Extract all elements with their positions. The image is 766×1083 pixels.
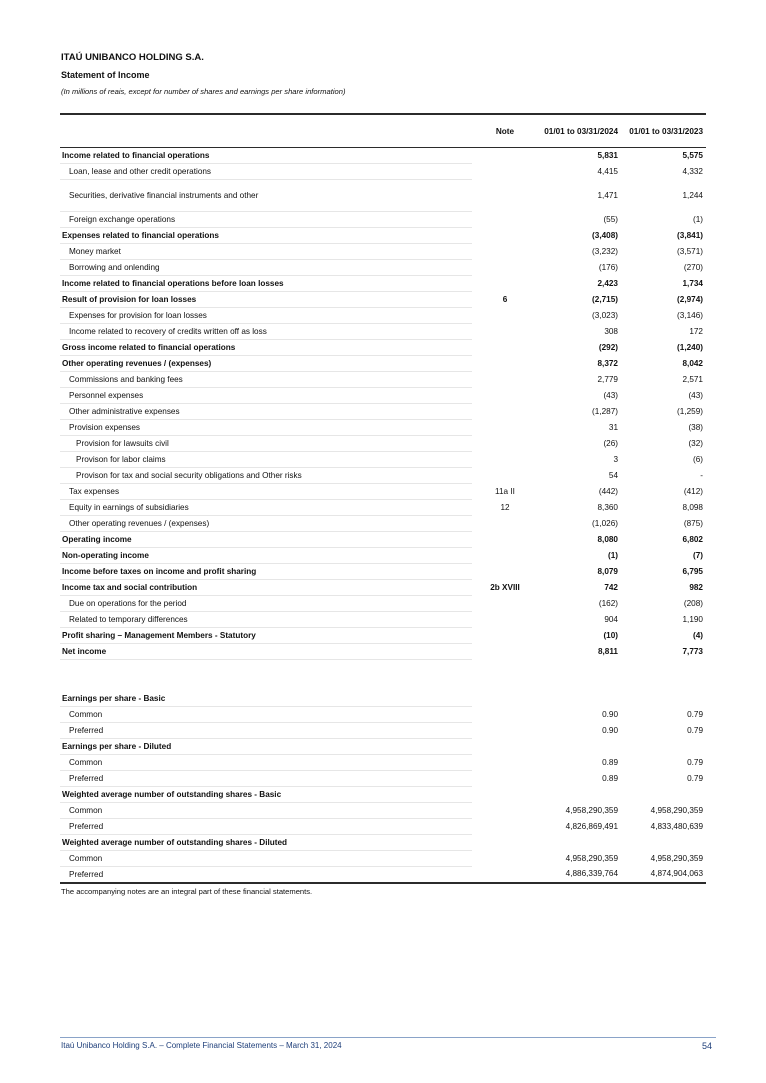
row-value-2024: [538, 835, 621, 851]
row-label: Related to temporary differences: [60, 612, 472, 628]
row-value-2024: 8,079: [597, 566, 618, 576]
row-value-2024: (2,715): [592, 294, 618, 304]
row-value-2023: 0.79: [687, 709, 703, 719]
row-label: Expenses related to financial operations: [60, 228, 472, 244]
table-body: [60, 148, 706, 884]
row-note: [472, 164, 538, 180]
row-value-2023: (2,974): [677, 294, 703, 304]
table-row: [60, 244, 706, 260]
row-value-2024: (3,408): [592, 230, 618, 240]
row-note: [472, 644, 538, 660]
row-label: Foreign exchange operations: [60, 212, 472, 228]
row-note: 2b XVIII: [490, 582, 520, 592]
row-value-2024: 4,415: [597, 166, 618, 176]
row-value-2024: 5,831: [597, 150, 618, 160]
table-row: [60, 532, 706, 548]
income-statement-table: [60, 113, 706, 884]
table-row: [60, 228, 706, 244]
row-note: 11a II: [495, 486, 515, 496]
row-note: [472, 404, 538, 420]
row-value-2023: 6,795: [682, 566, 703, 576]
row-value-2023: (1,259): [677, 406, 703, 416]
row-value-2024: 2,423: [597, 278, 618, 288]
row-note: [472, 436, 538, 452]
footer-document-title: Itaú Unibanco Holding S.A. – Complete Financial Statements – March 31, 2024: [61, 1041, 342, 1050]
row-value-2024: (26): [603, 438, 618, 448]
row-note: [472, 739, 538, 755]
row-value-2024: 3: [613, 454, 618, 464]
row-value-2023: 7,773: [682, 646, 703, 656]
footnote: The accompanying notes are an integral part of these financial statements.: [61, 887, 313, 896]
row-value-2023: (208): [683, 598, 703, 608]
row-value-2023: 4,332: [682, 166, 703, 176]
row-note: [472, 148, 538, 164]
row-value-2024: (1,287): [592, 406, 618, 416]
row-value-2024: 4,826,869,491: [565, 821, 618, 831]
row-note: [472, 244, 538, 260]
row-value-2023: 0.79: [687, 725, 703, 735]
table-row: [60, 500, 706, 516]
table-row: [60, 324, 706, 340]
table-row: [60, 420, 706, 436]
table-row: [60, 819, 706, 835]
table-row: [60, 340, 706, 356]
row-note: [472, 548, 538, 564]
statement-subtitle: (In millions of reais, except for number of shares and earnings per share information): [61, 87, 346, 96]
row-note: [472, 819, 538, 835]
table-row: [60, 867, 706, 884]
row-value-2023: 982: [689, 582, 703, 592]
table-row: [60, 707, 706, 723]
table-row: [60, 803, 706, 819]
row-value-2023: 2,571: [682, 374, 703, 384]
row-value-2023: 4,833,480,639: [650, 821, 703, 831]
row-label: Other operating revenues / (expenses): [60, 356, 472, 372]
row-label: Equity in earnings of subsidiaries: [60, 500, 472, 516]
table-row: [60, 787, 706, 803]
row-value-2024: (43): [603, 390, 618, 400]
row-value-2023: (32): [688, 438, 703, 448]
table-row: [60, 739, 706, 755]
row-value-2023: [621, 739, 706, 755]
header-period-2023: 01/01 to 03/31/2023: [621, 114, 706, 148]
row-note: [472, 787, 538, 803]
row-label: Provision expenses: [60, 420, 472, 436]
footer-divider: [60, 1037, 716, 1038]
row-value-2023: 5,575: [682, 150, 703, 160]
row-label: Expenses for provision for loan losses: [60, 308, 472, 324]
row-label: Common: [60, 851, 472, 867]
row-value-2023: 4,958,290,359: [650, 805, 703, 815]
table-row: [60, 356, 706, 372]
row-value-2024: 308: [604, 326, 618, 336]
table-row: [60, 388, 706, 404]
table-row: [60, 436, 706, 452]
row-note: [472, 516, 538, 532]
row-label: Income before taxes on income and profit sharing: [60, 564, 472, 580]
row-label: Income related to financial operations: [60, 148, 472, 164]
row-value-2023: (875): [683, 518, 703, 528]
row-label: Borrowing and onlending: [60, 260, 472, 276]
row-label: Profit sharing – Management Members - Statutory: [60, 628, 472, 644]
row-value-2023: (412): [683, 486, 703, 496]
row-value-2023: (6): [692, 454, 703, 464]
row-value-2024: 8,372: [597, 358, 618, 368]
table-row: [60, 691, 706, 707]
row-value-2024: 54: [608, 470, 618, 480]
row-value-2023: 0.79: [687, 773, 703, 783]
row-value-2023: [621, 787, 706, 803]
row-label: Preferred: [60, 771, 472, 787]
row-label: Gross income related to financial operations: [60, 340, 472, 356]
table-row: [60, 851, 706, 867]
row-value-2023: 4,874,904,063: [650, 869, 703, 879]
row-label: Commissions and banking fees: [60, 372, 472, 388]
table-row: [60, 292, 706, 308]
table-row: [60, 755, 706, 771]
row-value-2024: 2,779: [597, 374, 618, 384]
row-note: [472, 771, 538, 787]
row-note: [472, 468, 538, 484]
row-note: [472, 707, 538, 723]
row-value-2024: 1,471: [597, 190, 618, 200]
row-label: Provison for labor claims: [60, 452, 472, 468]
row-value-2024: (55): [603, 214, 618, 224]
company-name: ITAÚ UNIBANCO HOLDING S.A.: [61, 52, 204, 63]
row-note: [472, 356, 538, 372]
row-label: Preferred: [60, 723, 472, 739]
row-value-2024: 0.89: [602, 757, 618, 767]
row-note: [472, 420, 538, 436]
table-row: [60, 148, 706, 164]
row-value-2023: [621, 691, 706, 707]
row-value-2024: 8,360: [597, 502, 618, 512]
spacer-row: [60, 660, 706, 692]
row-note: [472, 596, 538, 612]
row-value-2023: (3,571): [677, 246, 703, 256]
row-label: Net income: [60, 644, 472, 660]
row-value-2024: (3,232): [592, 246, 618, 256]
row-value-2024: 4,958,290,359: [565, 853, 618, 863]
row-value-2024: (1): [607, 550, 618, 560]
header-label-cell: [60, 114, 472, 148]
row-note: [472, 452, 538, 468]
row-note: [472, 867, 538, 884]
row-note: [472, 803, 538, 819]
row-note: [472, 564, 538, 580]
row-value-2023: (1): [692, 214, 703, 224]
row-note: [472, 532, 538, 548]
row-value-2023: 0.79: [687, 757, 703, 767]
spacer-cell: [60, 660, 706, 692]
row-note: [472, 755, 538, 771]
table-row: [60, 276, 706, 292]
row-label: Income related to financial operations before loan losses: [60, 276, 472, 292]
row-value-2024: 8,811: [597, 646, 618, 656]
row-value-2023: (3,841): [677, 230, 703, 240]
row-value-2024: (176): [598, 262, 618, 272]
table-row: [60, 180, 706, 212]
row-label: Operating income: [60, 532, 472, 548]
row-value-2023: 6,802: [682, 534, 703, 544]
row-value-2023: (270): [683, 262, 703, 272]
row-note: [472, 372, 538, 388]
statement-header: [61, 51, 345, 98]
row-value-2023: (7): [692, 550, 703, 560]
row-label: Securities, derivative financial instruments and other: [60, 180, 472, 212]
row-value-2024: 4,958,290,359: [565, 805, 618, 815]
row-note: [472, 212, 538, 228]
table-row: [60, 548, 706, 564]
table-row: [60, 260, 706, 276]
row-value-2024: 904: [604, 614, 618, 624]
row-label: Provision for lawsuits civil: [60, 436, 472, 452]
table-row: [60, 452, 706, 468]
row-value-2023: 8,042: [682, 358, 703, 368]
row-value-2024: 0.89: [602, 773, 618, 783]
row-label: Earnings per share - Diluted: [60, 739, 472, 755]
row-label: Income related to recovery of credits written off as loss: [60, 324, 472, 340]
row-label: Earnings per share - Basic: [60, 691, 472, 707]
table-row: [60, 212, 706, 228]
row-value-2024: 0.90: [602, 709, 618, 719]
row-value-2024: 8,080: [597, 534, 618, 544]
row-value-2023: (43): [688, 390, 703, 400]
row-value-2023: 1,734: [682, 278, 703, 288]
row-note: [472, 340, 538, 356]
row-note: [472, 691, 538, 707]
table-row: [60, 404, 706, 420]
statement-title: Statement of Income: [61, 70, 150, 80]
table-row: [60, 580, 706, 596]
row-label: Money market: [60, 244, 472, 260]
row-label: Common: [60, 803, 472, 819]
row-value-2023: (4): [692, 630, 703, 640]
row-note: [472, 723, 538, 739]
row-label: Common: [60, 755, 472, 771]
table-header-row: [60, 114, 706, 148]
row-label: Income tax and social contribution: [60, 580, 472, 596]
table-row: [60, 612, 706, 628]
row-label: Weighted average number of outstanding shares - Basic: [60, 787, 472, 803]
page-number: 54: [701, 1041, 712, 1051]
row-label: Non-operating income: [60, 548, 472, 564]
row-value-2023: [621, 835, 706, 851]
row-note: [472, 324, 538, 340]
row-value-2023: (38): [688, 422, 703, 432]
row-label: Preferred: [60, 819, 472, 835]
row-value-2024: (162): [598, 598, 618, 608]
row-value-2024: 31: [608, 422, 618, 432]
row-label: Provison for tax and social security obligations and Other risks: [60, 468, 472, 484]
row-value-2024: [538, 739, 621, 755]
table-row: [60, 372, 706, 388]
header-note: Note: [472, 114, 538, 148]
row-note: [472, 180, 538, 212]
table-row: [60, 628, 706, 644]
row-label: Personnel expenses: [60, 388, 472, 404]
header-period-2024: 01/01 to 03/31/2024: [538, 114, 621, 148]
row-label: Common: [60, 707, 472, 723]
row-label: Loan, lease and other credit operations: [60, 164, 472, 180]
row-value-2023: 1,244: [682, 190, 703, 200]
row-note: [472, 228, 538, 244]
row-note: [472, 308, 538, 324]
row-label: Preferred: [60, 867, 472, 884]
table-row: [60, 771, 706, 787]
row-label: Weighted average number of outstanding shares - Diluted: [60, 835, 472, 851]
row-value-2023: 172: [689, 326, 703, 336]
table-row: [60, 596, 706, 612]
row-note: [472, 835, 538, 851]
row-value-2024: [538, 691, 621, 707]
table-row: [60, 308, 706, 324]
table-row: [60, 644, 706, 660]
row-value-2023: -: [700, 470, 703, 480]
row-value-2023: (1,240): [677, 342, 703, 352]
row-value-2024: (3,023): [592, 310, 618, 320]
row-value-2023: (3,146): [677, 310, 703, 320]
row-note: 12: [500, 502, 510, 512]
row-value-2024: [538, 787, 621, 803]
row-note: [472, 612, 538, 628]
row-note: [472, 388, 538, 404]
row-note: [472, 276, 538, 292]
row-label: Other operating revenues / (expenses): [60, 516, 472, 532]
row-value-2024: (292): [598, 342, 618, 352]
row-value-2024: 0.90: [602, 725, 618, 735]
row-note: 6: [502, 294, 508, 304]
table-row: [60, 564, 706, 580]
row-value-2023: 8,098: [682, 502, 703, 512]
table-row: [60, 164, 706, 180]
row-value-2024: (442): [598, 486, 618, 496]
table-row: [60, 723, 706, 739]
table-row: [60, 468, 706, 484]
row-label: Other administrative expenses: [60, 404, 472, 420]
row-value-2024: 4,886,339,764: [565, 869, 618, 879]
table-row: [60, 835, 706, 851]
row-note: [472, 628, 538, 644]
row-value-2023: 1,190: [682, 614, 703, 624]
row-value-2024: 742: [604, 582, 618, 592]
row-note: [472, 851, 538, 867]
table-row: [60, 484, 706, 500]
row-value-2024: (1,026): [592, 518, 618, 528]
row-label: Result of provision for loan losses: [60, 292, 472, 308]
row-label: Tax expenses: [60, 484, 472, 500]
row-value-2023: 4,958,290,359: [650, 853, 703, 863]
row-value-2024: (10): [603, 630, 618, 640]
table-row: [60, 516, 706, 532]
row-label: Due on operations for the period: [60, 596, 472, 612]
row-note: [472, 260, 538, 276]
